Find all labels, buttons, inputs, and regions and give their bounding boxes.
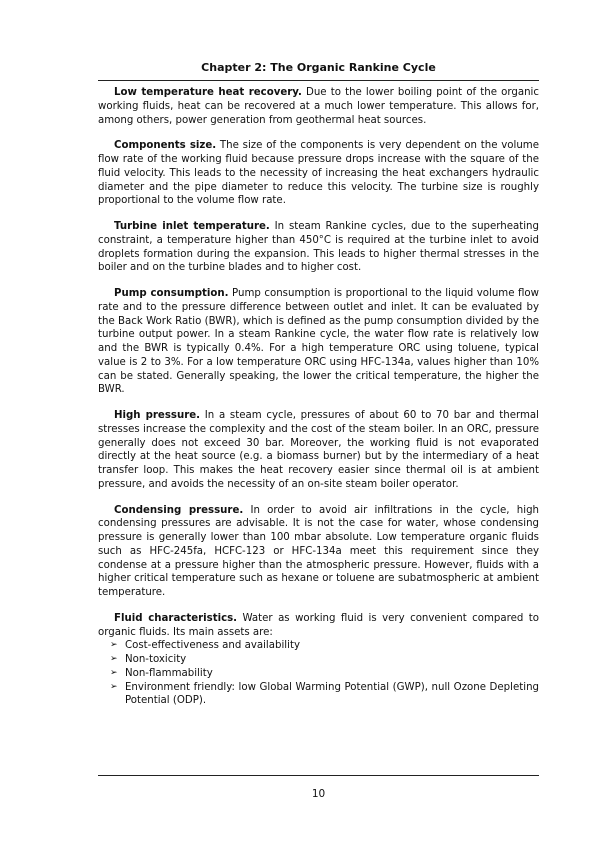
list-item xyxy=(98,681,539,709)
paragraph-text: In steam Rankine cycles, due to the superheating constraint, a temperature higher than 450°C is required at the turbine inlet to avoid droplets formation during the expansion. This leads to higher thermal stresses in the boiler and on the turbine blades and to higher cost. xyxy=(98,221,539,274)
fluid-assets-list xyxy=(98,639,539,708)
page-body xyxy=(98,86,539,708)
paragraph-lead: Turbine inlet temperature. xyxy=(114,221,270,232)
paragraph-text: The size of the components is very dependent on the volume flow rate of the working fluid because pressure drops increase with the square of the fluid velocity. This leads to the necessity of increasing the heat exchangers hydraulic diameter and the pipe diameter to reduce this velocity. The turbine size is roughly proportional to the volume flow rate. xyxy=(98,140,539,207)
arrow-bullet-icon: ➢ xyxy=(110,681,118,692)
paragraph-lead: Low temperature heat recovery. xyxy=(114,87,302,98)
footer-rule xyxy=(98,775,539,776)
paragraph-turbine-inlet-temperature xyxy=(98,220,539,275)
paragraph-components-size xyxy=(98,139,539,208)
list-item-text: Non-toxicity xyxy=(125,654,187,665)
paragraph-text: Due to the lower boiling point of the organic working fluids, heat can be recovered at a much lower temperature. This allows for, among others, power generation from geothermal heat sources. xyxy=(98,87,539,126)
list-item xyxy=(98,639,539,653)
paragraph-text: In order to avoid air infiltrations in the cycle, high condensing pressures are advisable. It is not the case for water, whose condensing pressure is generally lower than 100 mbar absolute. Low temperature organic fluids such as HFC-245fa, HCFC-123 or HFC-134a meet this requirement since they condense at a pressure higher than the atmospheric pressure. However, fluids with a higher critical temperature such as hexane or toluene are subatmospheric at ambient temperature. xyxy=(98,504,539,598)
list-item xyxy=(98,653,539,667)
header-rule xyxy=(98,80,539,81)
chapter-header: Chapter 2: The Organic Rankine Cycle xyxy=(201,61,436,74)
paragraph-text: In a steam cycle, pressures of about 60 to 70 bar and thermal stresses increase the complexity and the cost of the steam boiler. In an ORC, pressure generally does not exceed 30 bar. Moreover, the working fluid is not evaporated directly at the heat source (e.g. a biomass burner) but by the intermediary of a heat transfer loop. This makes the heat recovery easier since thermal oil is at ambient pressure, and avoids the necessity of an on-site steam boiler operator. xyxy=(98,410,539,490)
page-number: 10 xyxy=(311,788,326,800)
arrow-bullet-icon: ➢ xyxy=(110,654,118,664)
paragraph-condensing-pressure xyxy=(98,504,539,600)
paragraph-lead: High pressure. xyxy=(114,410,201,421)
list-item-text: Non-flammability xyxy=(125,667,213,679)
paragraph-lead: Fluid characteristics. xyxy=(114,612,238,624)
arrow-bullet-icon: ➢ xyxy=(110,667,118,678)
paragraph-lead: Condensing pressure. xyxy=(114,504,244,516)
paragraph-fluid-characteristics xyxy=(98,612,539,640)
paragraph-pump-consumption xyxy=(98,287,539,397)
paragraph-text: Water as working fluid is very convenient compared to organic fluids. Its main assets are: xyxy=(98,612,539,638)
paragraph-lead: Pump consumption. xyxy=(114,288,229,299)
list-item-text: Environment friendly: low Global Warming Potential (GWP), null Ozone Depleting Potential (ODP). xyxy=(125,681,539,707)
paragraph-low-temperature-heat-recovery xyxy=(98,86,539,127)
list-item-text: Cost-effectiveness and availability xyxy=(125,640,300,652)
paragraph-high-pressure xyxy=(98,409,539,492)
arrow-bullet-icon: ➢ xyxy=(110,640,118,651)
paragraph-text: Pump consumption is proportional to the liquid volume flow rate and to the pressure difference between outlet and inlet. It can be evaluated by the Back Work Ratio (BWR), which is defined as the pump consumption divided by the turbine output power. In a steam Rankine cycle, the water flow rate is relatively low and the BWR is typically 0.4%. For a high temperature ORC using toluene, typical value is 2 to 3%. For a low temperature ORC using HFC-134a, values higher than 10% can be stated. Generally speaking, the lower the critical temperature, the higher the BWR. xyxy=(98,288,539,396)
paragraph-lead: Components size. xyxy=(114,140,217,152)
list-item xyxy=(98,667,539,681)
